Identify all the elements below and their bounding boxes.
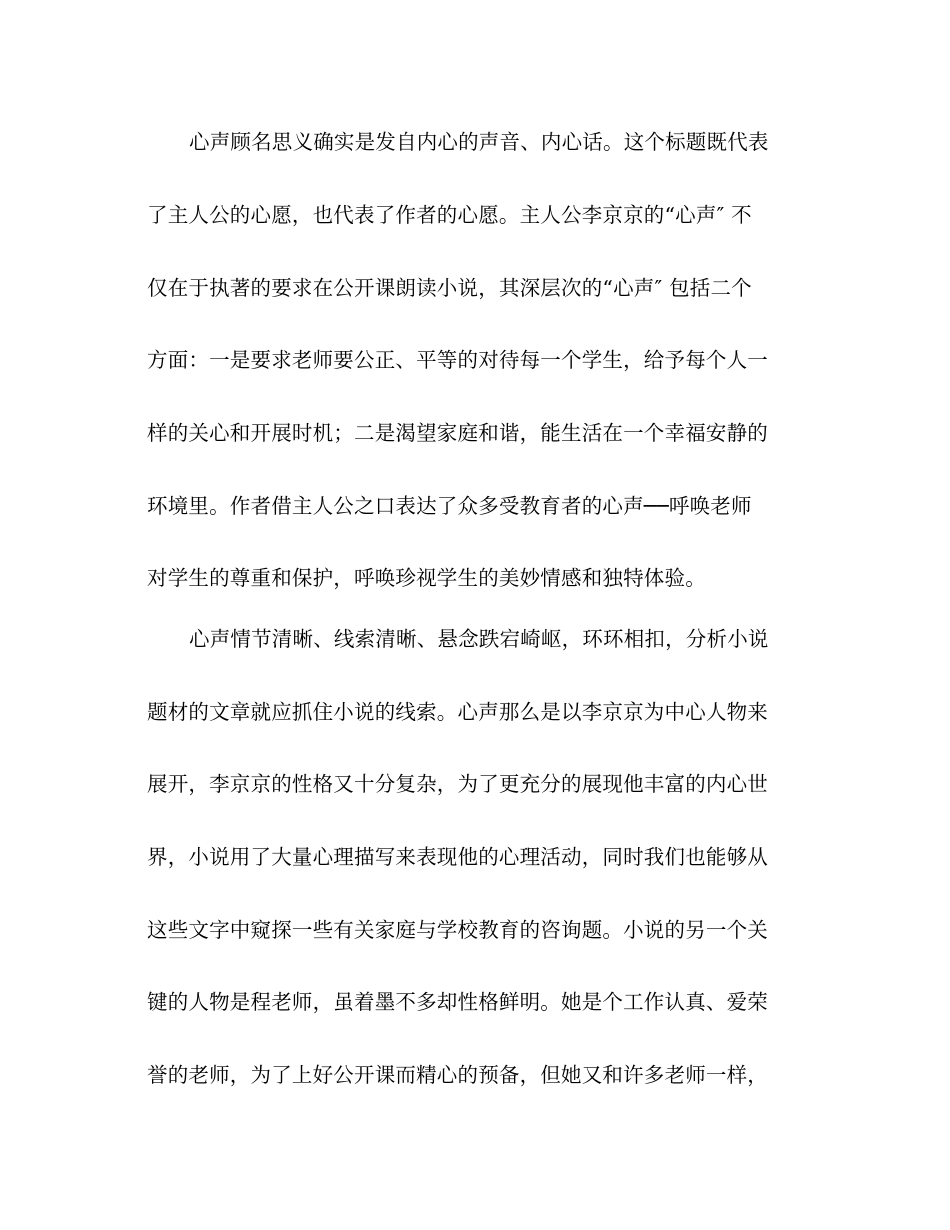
text-line: 对学生的尊重和保护，呼唤珍视学生的美妙情感和独特体验。 (147, 566, 706, 590)
text-line: 键的人物是程老师，虽着墨不多却性格鲜明。她是个工作认真、爱荣 (147, 990, 768, 1014)
text-line: 展开，李京京的性格又十分复杂，为了更充分的展现他丰富的内心世 (147, 772, 768, 796)
text-line: 心声顾名思义确实是发自内心的声音、内心话。这个标题既代表 (189, 130, 769, 154)
text-line: 样的关心和开展时机；二是渴望家庭和谐，能生活在一个幸福安静的 (147, 421, 768, 445)
text-line: 了主人公的心愿，也代表了作者的心愿。主人公李京京的“心声″ 不 (147, 203, 752, 227)
text-line: 方面：一是要求老师要公正、平等的对待每一个学生，给予每个人一 (147, 348, 768, 372)
text-line: 环境里。作者借主人公之口表达了众多受教育者的心声──呼唤老师 (147, 494, 752, 518)
text-line: 这些文字中窥探一些有关家庭与学校教育的咨询题。小说的另一个关 (147, 918, 768, 942)
text-line: 仅在于执著的要求在公开课朗读小说，其深层次的“心声″ 包括二个 (147, 276, 752, 300)
text-line: 题材的文章就应抓住小说的线索。心声那么是以李京京为中心人物来 (147, 700, 768, 724)
text-line: 心声情节清晰、线索清晰、悬念跌宕崎岖，环环相扣，分析小说 (189, 627, 769, 651)
text-line: 誉的老师，为了上好公开课而精心的预备，但她又和许多老师一样， (147, 1063, 768, 1087)
text-line: 界，小说用了大量心理描写来表现他的心理活动，同时我们也能够从 (147, 845, 768, 869)
